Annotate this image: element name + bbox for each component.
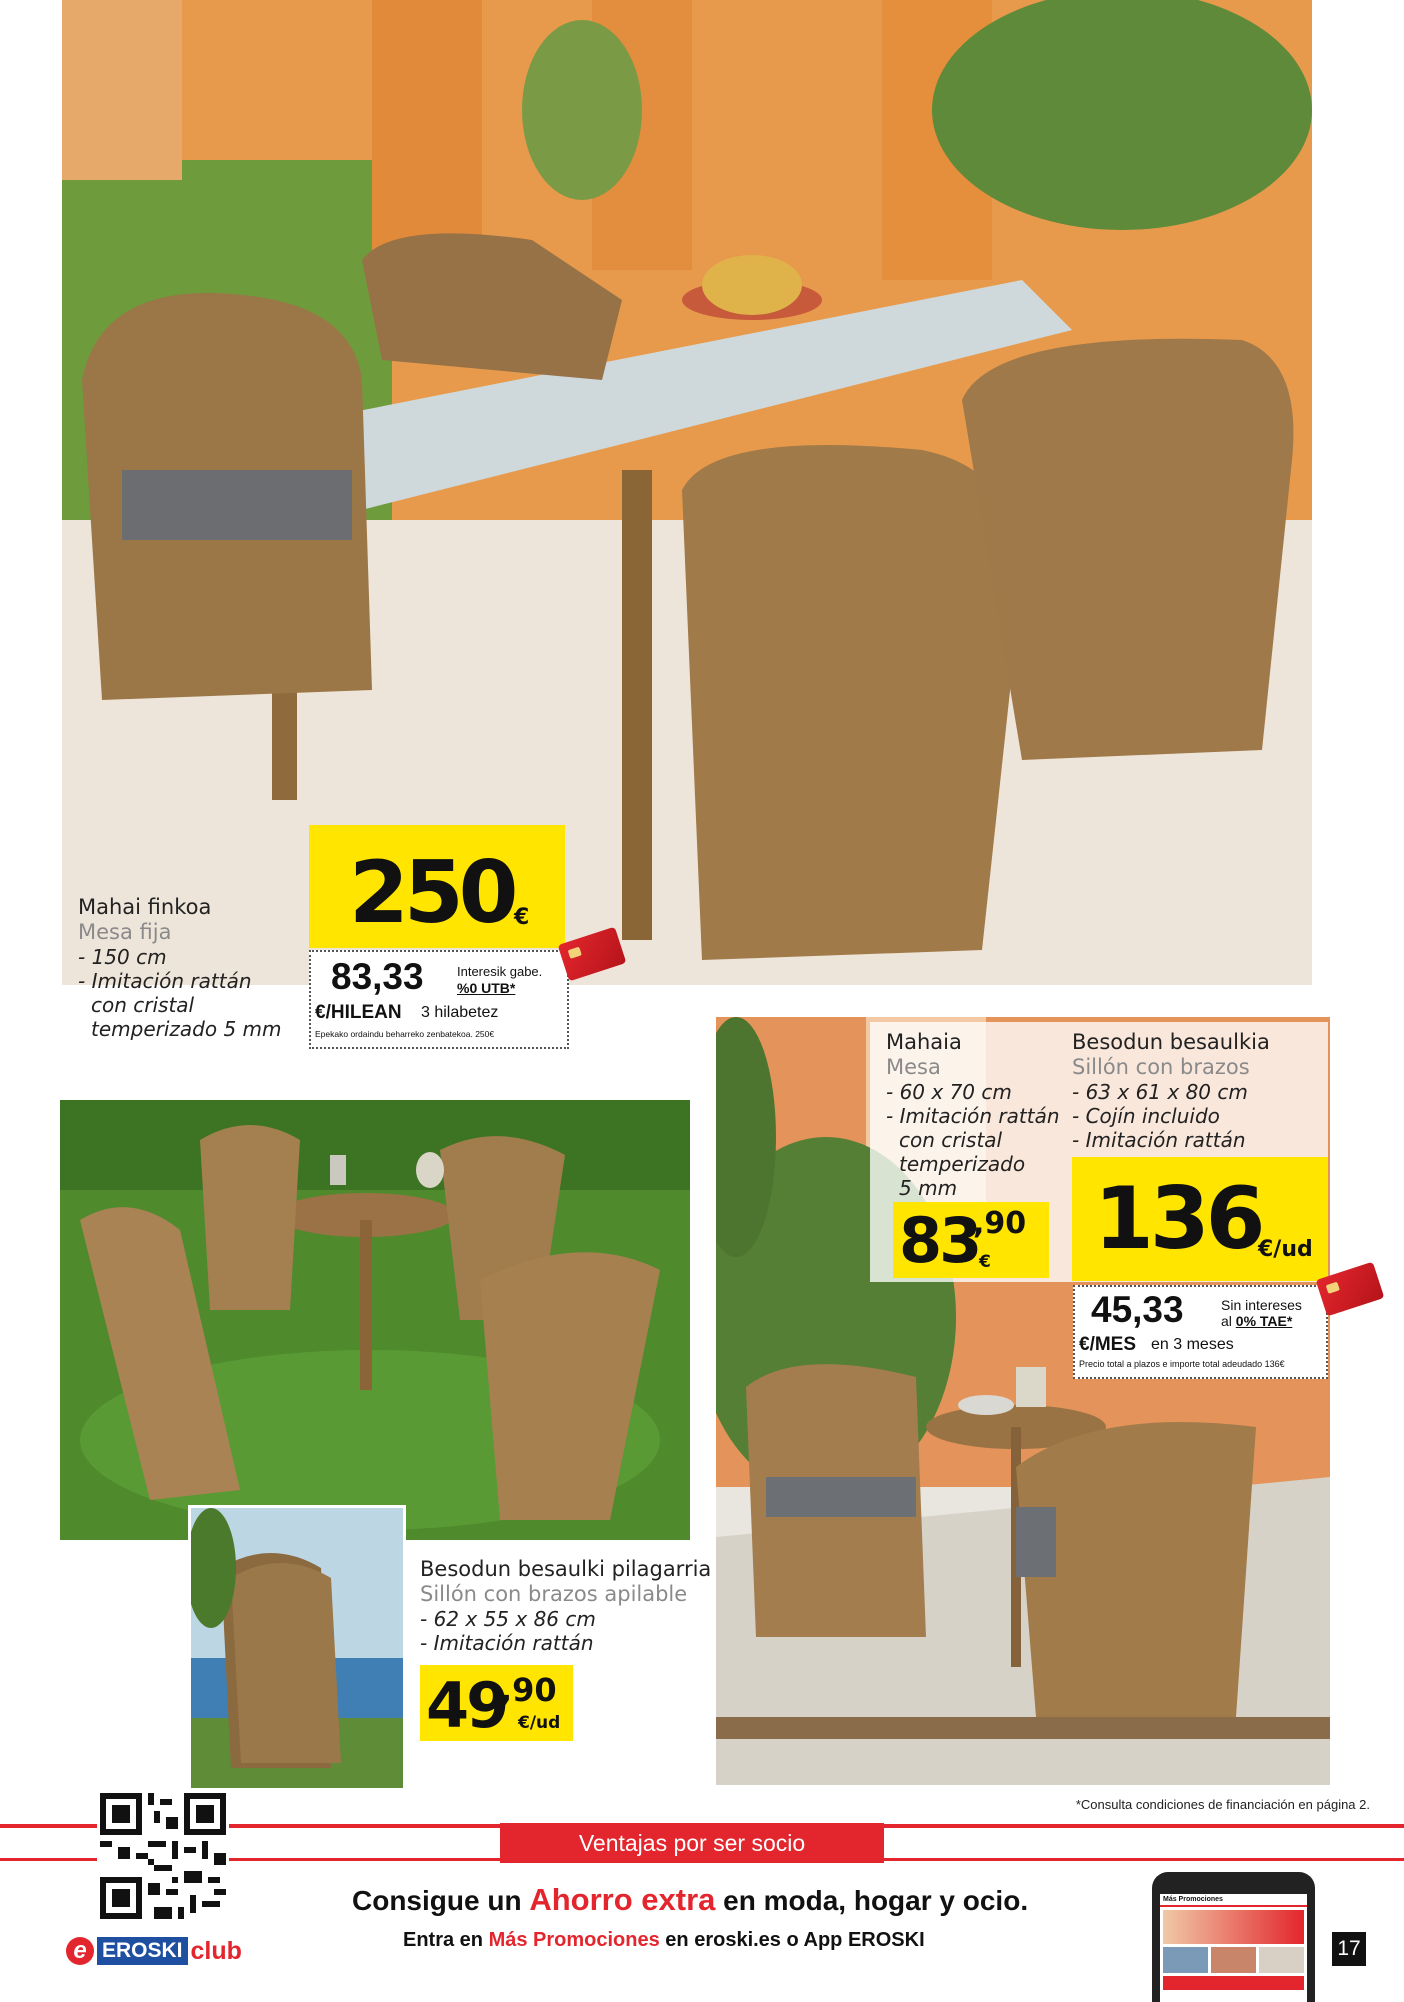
product3-caption — [1072, 1030, 1322, 1152]
product3-finance-period: en 3 meses — [1151, 1336, 1234, 1353]
footer-subline — [403, 1929, 925, 1952]
product3-price-box — [1072, 1157, 1328, 1281]
product2-spec-2: - Imitación rattán — [886, 1104, 1060, 1129]
product1-name: Mahai finkoa — [78, 895, 212, 919]
product1-finance-box — [309, 950, 569, 1049]
product1-spec-3: con cristal — [91, 993, 195, 1018]
product2-name: Mahaia — [886, 1030, 962, 1054]
product2-subtitle: Mesa — [886, 1055, 941, 1080]
product4-price-box — [420, 1665, 573, 1741]
product3-spec-3: - Imitación rattán — [1072, 1128, 1246, 1153]
page-number-text: 17 — [1337, 1937, 1361, 1960]
subline-part-1: Entra en — [403, 1929, 489, 1951]
product3-finance-note2b: 0% TAE* — [1235, 1313, 1293, 1329]
product4-price-unit: €/ud — [518, 1713, 561, 1733]
eroski-club-logo — [66, 1936, 242, 1966]
product1-spec-2: - Imitación rattán — [78, 969, 252, 994]
product1-finance-unit: €/HILEAN — [315, 1002, 402, 1023]
product4-price: 49 — [426, 1669, 507, 1742]
product3-price: 136 — [1094, 1169, 1262, 1269]
product3-finance-small: Precio total a plazos e importe total adeudado 136€ — [1079, 1359, 1285, 1369]
product3-spec-2: - Cojín incluido — [1072, 1104, 1220, 1129]
product4-subtitle: Sillón con brazos apilable — [420, 1582, 688, 1607]
phone-thumb-row — [1163, 1947, 1304, 1973]
eroski-e-icon: e — [66, 1937, 94, 1965]
product1-finance-note2: %0 UTB* — [457, 980, 516, 996]
phone-thumb — [1163, 1947, 1208, 1973]
product1-finance-period: 3 hilabetez — [421, 1004, 499, 1021]
product3-subtitle: Sillón con brazos — [1072, 1055, 1250, 1080]
page-number — [1332, 1932, 1366, 1966]
banner-socio — [500, 1823, 884, 1863]
phone-screen — [1160, 1894, 1307, 2002]
photo-garden-set — [60, 1100, 690, 1540]
banner-socio-text: Ventajas por ser socio — [578, 1830, 806, 1856]
product2-price-currency: € — [979, 1252, 991, 1272]
slogan-part-1: Consigue un — [352, 1885, 530, 1916]
product3-spec-1: - 63 x 61 x 80 cm — [1072, 1080, 1248, 1105]
product4-name: Besodun besaulki pilagarria — [420, 1557, 712, 1581]
product2-price: 83 — [899, 1204, 980, 1277]
product1-price-currency: € — [514, 905, 530, 930]
product2-spec-5: 5 mm — [899, 1176, 958, 1201]
product3-finance-unit: €/MES — [1079, 1334, 1137, 1355]
product3-name: Besodun besaulkia — [1072, 1030, 1270, 1054]
product1-finance-small: Epekako ordaindu beharreko zenbatekoa. 250€ — [315, 1029, 495, 1039]
product1-price: 250 — [349, 843, 514, 943]
footer-slogan — [352, 1882, 1028, 1918]
product3-finance-box — [1073, 1285, 1328, 1379]
financing-note: *Consulta condiciones de financiación en página 2. — [1075, 1797, 1370, 1812]
phone-mockup — [1152, 1872, 1315, 2002]
product4-caption — [420, 1557, 720, 1655]
product2-caption — [886, 1030, 1066, 1200]
product1-spec-1: - 150 cm — [78, 945, 167, 970]
product1-subtitle: Mesa fija — [78, 920, 172, 945]
product2-spec-4: temperizado — [899, 1152, 1026, 1177]
product4-spec-1: - 62 x 55 x 86 cm — [420, 1607, 596, 1632]
subline-part-3: en eroski.es o App EROSKI — [659, 1929, 925, 1951]
phone-thumb — [1211, 1947, 1256, 1973]
phone-banner — [1163, 1910, 1304, 1944]
product3-finance-note2a: al — [1221, 1313, 1236, 1329]
product3-finance-note2 — [1221, 1313, 1292, 1329]
product1-price-box — [309, 825, 565, 948]
product1-caption — [78, 895, 318, 1041]
product3-price-unit: €/ud — [1258, 1237, 1313, 1262]
product1-finance-note1: Interesik gabe. — [457, 964, 543, 979]
product2-price-box — [893, 1202, 1049, 1278]
qr-code[interactable] — [97, 1790, 229, 1922]
product1-spec-4: temperizado 5 mm — [91, 1017, 282, 1042]
slogan-highlight: Ahorro extra — [529, 1882, 716, 1917]
product1-finance-amount: 83,33 — [331, 956, 424, 997]
product4-price-decimal: ,90 — [500, 1671, 557, 1709]
product4-spec-2: - Imitación rattán — [420, 1631, 594, 1656]
eroski-logo-word: EROSKI — [97, 1937, 188, 1965]
slogan-part-3: en moda, hogar y ocio. — [715, 1885, 1029, 1916]
product2-spec-1: - 60 x 70 cm — [886, 1080, 1012, 1105]
product2-price-decimal: ,90 — [973, 1206, 1027, 1241]
phone-header: Más Promociones — [1160, 1894, 1307, 1907]
product3-finance-note1: Sin intereses — [1221, 1297, 1302, 1313]
product2-spec-3: con cristal — [899, 1128, 1003, 1153]
product3-finance-amount: 45,33 — [1091, 1289, 1184, 1330]
mas-promociones-link[interactable]: Más Promociones — [488, 1929, 660, 1951]
photo-dining-set — [62, 0, 1312, 985]
photo-stacked-chairs — [188, 1505, 406, 1791]
phone-bar — [1163, 1976, 1304, 1990]
phone-thumb — [1259, 1947, 1304, 1973]
eroski-logo-club: club — [190, 1936, 242, 1965]
